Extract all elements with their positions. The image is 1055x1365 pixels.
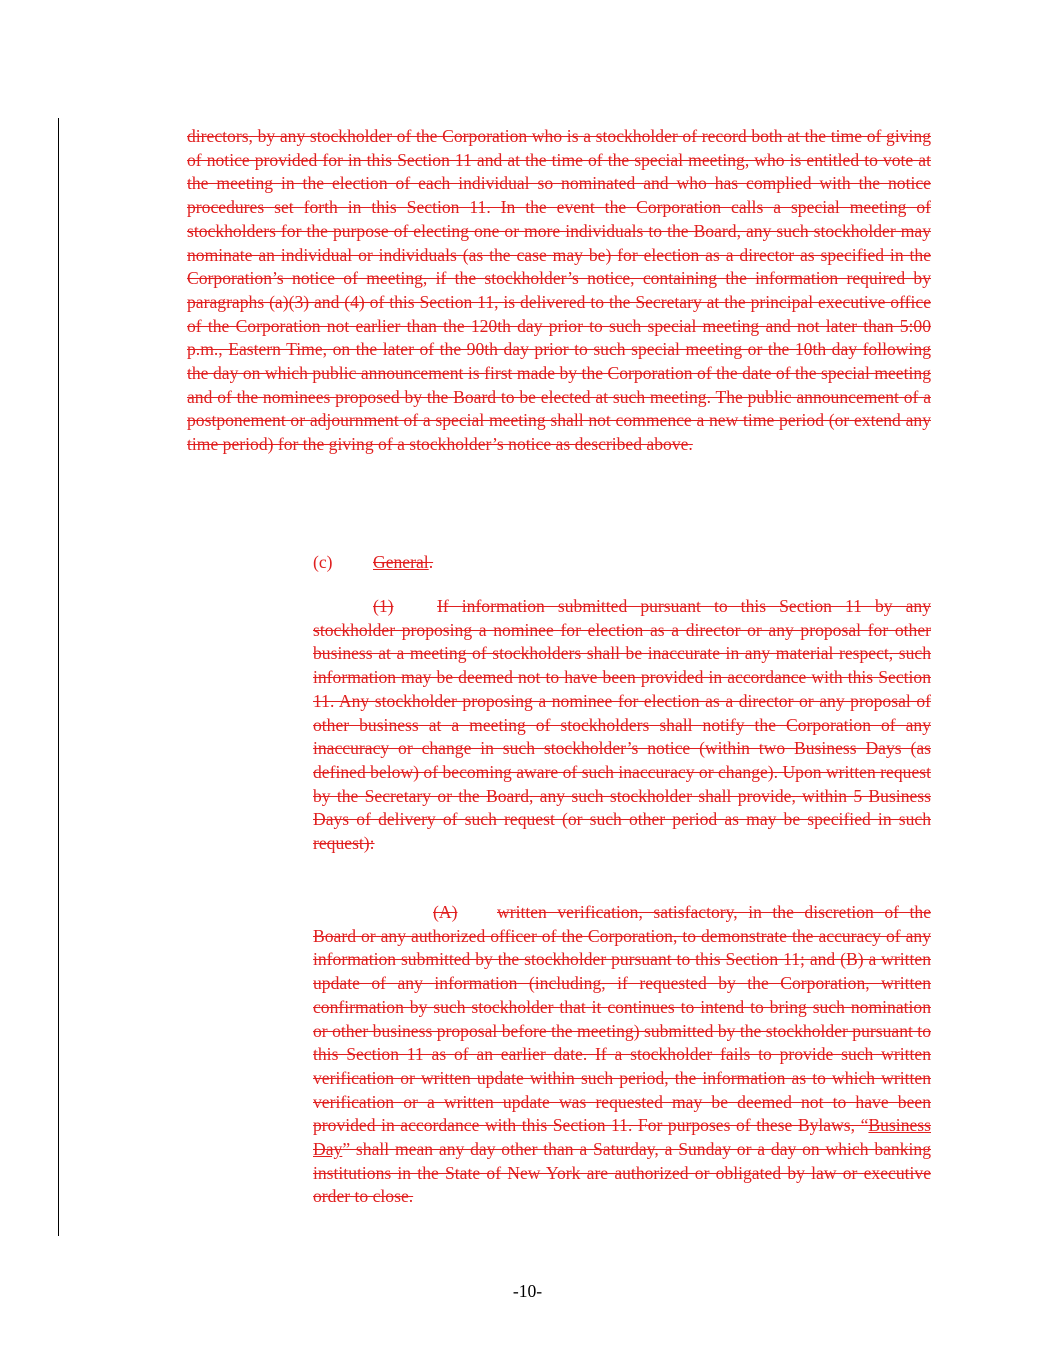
- section-c-heading: [313, 551, 433, 575]
- item-a-text-before: written verification, satisfactory, in the discretion of the Board or any authorized officer of the Corporation, to demonstrate the accuracy of any information submitted by the stockholder pursuant to this Section 11; and (B) a written update of any information (including, if requested by the Corporation, written confirmation by such stockholder that it continues to intend to bring such nomination or other business proposal before the meeting) submitted by the stockholder pursuant to this Section 11 as of an earlier date. If a stockholder fails to provide such written verification or written update within such period, the information as to which written verification or a written update was requested may be deemed not to have been provided in accordance with this Section 11. For purposes of these Bylaws, “: [313, 902, 931, 1136]
- revision-change-bar: [58, 118, 59, 1236]
- section-c-title: General: [373, 552, 429, 572]
- section-c-number: (c): [313, 552, 333, 572]
- item-a-number: (A): [433, 902, 458, 922]
- paragraph-special-meeting-nominations: directors, by any stockholder of the Corporation who is a stockholder of record both at the time of giving of notice provided for in this Section 11 and at the time of the special meeting, who is entitled to vote at the meeting in the election of each individual so nominated and who has complied with the notice procedures set forth in this Section 11. In the event the Corporation calls a special meeting of stockholders for the purpose of electing one or more individuals to the Board, any such stockholder may nominate an individual or individuals (as the case may be) for election as a director as specified in the Corporation’s notice of meeting, if the stockholder’s notice, containing the information required by paragraphs (a)(3) and (4) of this Section 11, is delivered to the Secretary at the principal executive office of the Corporation not earlier than the 120th day prior to such special meeting and not later than 5:00 p.m., Eastern Time, on the later of the 90th day prior to such special meeting or the 10th day following the day on which public announcement is first made by the Corporation of the date of the special meeting and of the nominees proposed by the Board to be elected at such meeting. The public announcement of a postponement or adjournment of a special meeting shall not commence a new time period (or extend any time period) for the giving of a stockholder’s notice as described above.: [187, 126, 931, 455]
- paragraph-item-a: [313, 901, 931, 1209]
- page-number: -10-: [512, 1281, 543, 1301]
- item-1-text: If information submitted pursuant to this Section 11 by any stockholder proposing a nominee for election as a director or any proposal for other business at a meeting of stockholders shall be inaccurate in any material respect, such information may be deemed not to have been provided in accordance with this Section 11. Any stockholder proposing a nominee for election as a director or any proposal of other business at a meeting of stockholders shall notify the Corporation of any inaccuracy or change in such stockholder’s notice (within two Business Days (as defined below) of becoming aware of such inaccuracy or change). Upon written request by the Secretary or the Board, any such stockholder shall provide, within 5 Business Days of delivery of such request (or such other period as may be specified in such request):: [313, 596, 931, 854]
- item-a-text-after: ” shall mean any day other than a Saturday, a Sunday or a day on which banking institutions in the State of New York are authorized or obligated by law or executive order to close.: [313, 1139, 931, 1207]
- paragraph-item-1: [313, 595, 931, 856]
- defined-term-business-day: Business Day: [313, 1115, 931, 1160]
- section-c-title-suffix: .: [428, 552, 434, 572]
- item-1-number: (1): [373, 596, 394, 616]
